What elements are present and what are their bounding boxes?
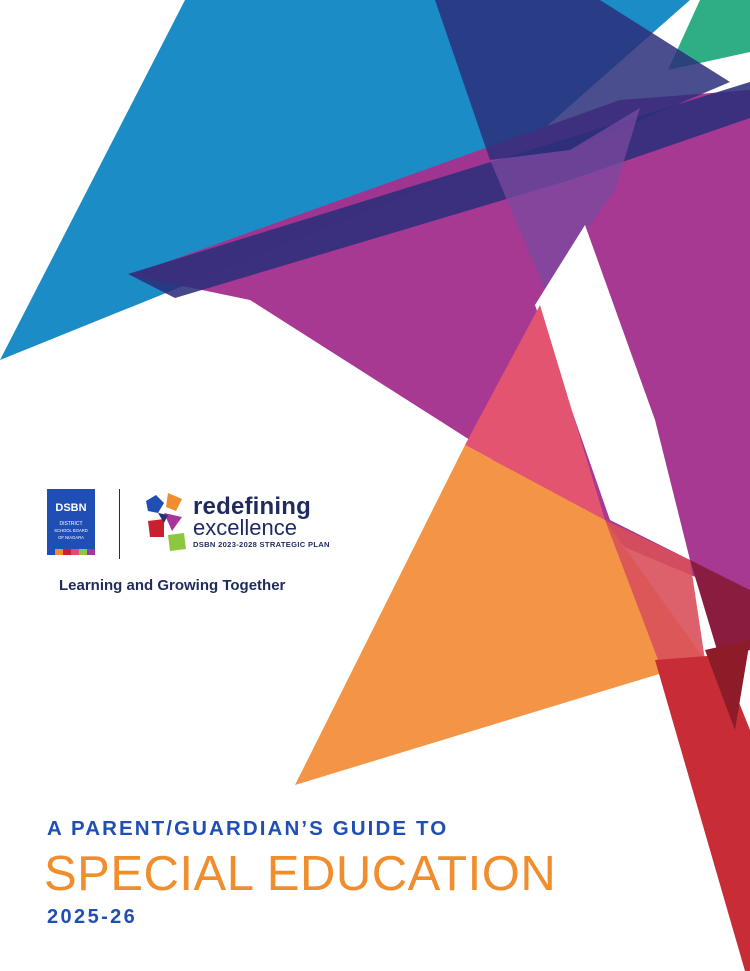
dsbn-logo — [47, 489, 95, 555]
dsbn-logo-line-4: OF NIAGARA — [58, 535, 84, 540]
dsbn-logo-line-2: DISTRICT — [59, 521, 83, 527]
guide-kicker: A PARENT/GUARDIAN’S GUIDE TO — [47, 817, 449, 840]
strategic-plan-icon — [142, 491, 188, 555]
plan-subtitle: excellence — [193, 515, 297, 540]
guide-year: 2025-26 — [47, 906, 138, 928]
plan-title: redefining — [193, 493, 312, 520]
tagline: Learning and Growing Together — [59, 577, 286, 594]
dsbn-logo-line-3: SCHOOL BOARD — [54, 528, 88, 533]
strategic-plan-wordmark — [193, 493, 330, 549]
plan-caption: DSBN 2023-2028 STRATEGIC PLAN — [193, 540, 330, 549]
guide-title: SPECIAL EDUCATION — [44, 847, 557, 901]
dsbn-logo-mark: DSBN — [55, 502, 87, 514]
logo-divider — [119, 489, 120, 559]
